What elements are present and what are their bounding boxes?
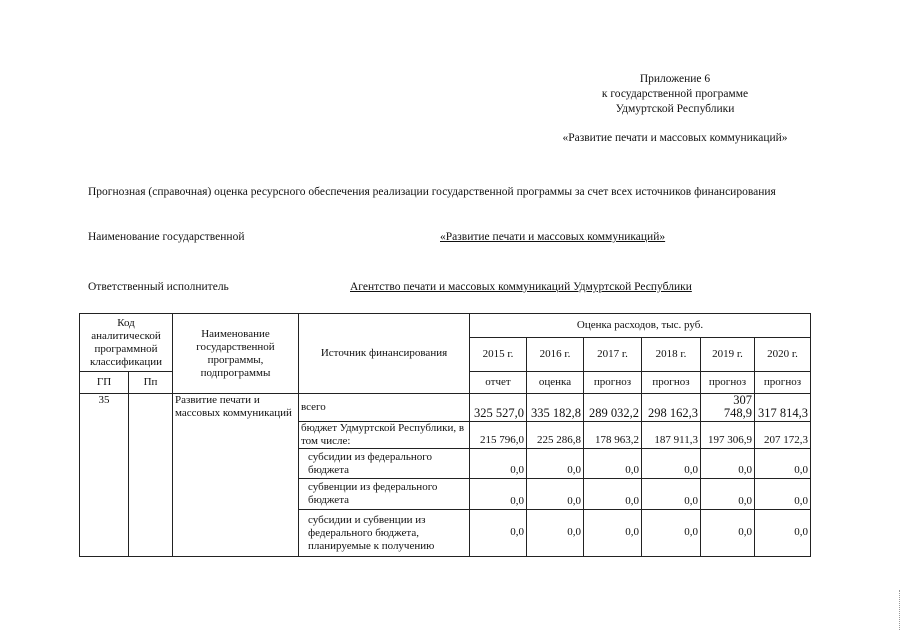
value-cell: 0,0	[470, 449, 527, 479]
header-name: Наименование государственной программы, подпрограммы	[173, 314, 299, 394]
program-name-label: Наименование государственной	[88, 231, 245, 243]
header-kind: прогноз	[642, 372, 701, 394]
appendix-header	[520, 72, 830, 146]
executor-label: Ответственный исполнитель	[88, 281, 229, 293]
program-cell: Развитие печати и массовых коммуникаций	[173, 394, 299, 557]
value-cell: 0,0	[527, 479, 584, 510]
appendix-region: Удмуртской Республики	[615, 103, 735, 115]
value-cell: 0,0	[527, 510, 584, 557]
value-cell: 215 796,0	[470, 422, 527, 449]
value-cell: 335 182,8	[527, 394, 584, 422]
value-cell: 289 032,2	[584, 394, 642, 422]
header-code: Код аналитической программной классификации	[80, 314, 173, 372]
header-year: 2015 г.	[470, 338, 527, 372]
value-cell: 0,0	[470, 479, 527, 510]
value-cell: 207 172,3	[755, 422, 811, 449]
header-kind: прогноз	[755, 372, 811, 394]
header-year: 2017 г.	[584, 338, 642, 372]
header-kind: прогноз	[701, 372, 755, 394]
appendix-number: Приложение 6	[639, 73, 711, 85]
source-cell: бюджет Удмуртской Республики, в том числе:	[299, 422, 470, 449]
pp-code	[129, 394, 173, 557]
resource-table	[79, 313, 811, 557]
value-cell: 0,0	[642, 479, 701, 510]
value-cell: 325 527,0	[470, 394, 527, 422]
value-cell: 0,0	[701, 449, 755, 479]
value-cell: 0,0	[642, 449, 701, 479]
header-year: 2020 г.	[755, 338, 811, 372]
executor-value: Агентство печати и массовых коммуникаций Удмуртской Республики	[350, 281, 692, 293]
value-cell: 0,0	[701, 479, 755, 510]
value-cell: 0,0	[584, 449, 642, 479]
value-cell: 0,0	[701, 510, 755, 557]
appendix-program: «Развитие печати и массовых коммуникаций»	[562, 132, 788, 144]
value-cell: 0,0	[642, 510, 701, 557]
header-year: 2019 г.	[701, 338, 755, 372]
value-cell: 307 748,9	[701, 394, 755, 422]
header-pp: Пп	[129, 372, 173, 394]
source-cell: всего	[299, 394, 470, 422]
header-kind: оценка	[527, 372, 584, 394]
value-cell: 0,0	[755, 510, 811, 557]
value-cell: 0,0	[755, 449, 811, 479]
header-gp: ГП	[80, 372, 129, 394]
value-cell: 0,0	[755, 479, 811, 510]
header-year: 2018 г.	[642, 338, 701, 372]
value-cell: 317 814,3	[755, 394, 811, 422]
table-row	[80, 394, 811, 422]
appendix-ref: к государственной программе	[601, 88, 749, 100]
value-cell: 0,0	[470, 510, 527, 557]
value-cell: 197 306,9	[701, 422, 755, 449]
value-cell: 0,0	[584, 479, 642, 510]
value-cell: 298 162,3	[642, 394, 701, 422]
header-kind: прогноз	[584, 372, 642, 394]
header-year: 2016 г.	[527, 338, 584, 372]
scan-edge-mark	[899, 590, 902, 630]
source-cell: субвенции из федерального бюджета	[299, 479, 470, 510]
value-cell: 178 963,2	[584, 422, 642, 449]
gp-code: 35	[80, 394, 129, 557]
value-cell: 0,0	[527, 449, 584, 479]
header-estimate: Оценка расходов, тыс. руб.	[470, 314, 811, 338]
source-cell: субсидии и субвенции из федерального бюджета, планируемые к получению	[299, 510, 470, 557]
value-cell: 187 911,3	[642, 422, 701, 449]
document-title: Прогнозная (справочная) оценка ресурсного обеспечения реализации государственной программы за счет всех источников финансирования	[88, 186, 776, 198]
value-cell: 0,0	[584, 510, 642, 557]
program-name-value: «Развитие печати и массовых коммуникаций»	[440, 231, 666, 243]
source-cell: субсидии из федерального бюджета	[299, 449, 470, 479]
header-source: Источник финансирования	[299, 314, 470, 394]
header-kind: отчет	[470, 372, 527, 394]
value-cell: 225 286,8	[527, 422, 584, 449]
